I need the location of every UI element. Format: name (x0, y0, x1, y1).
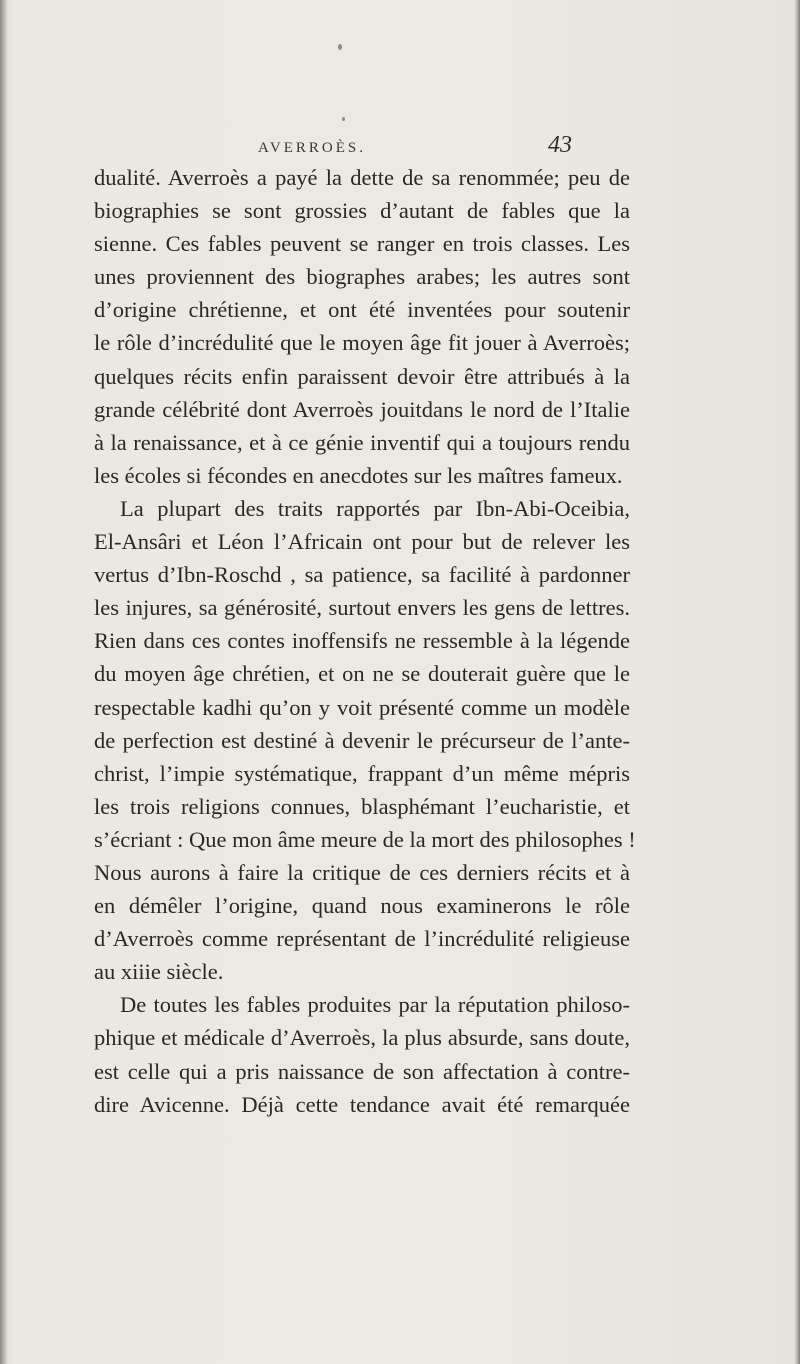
text-line: El-Ansâri et Léon l’Africain ont pour but de relever les (94, 529, 630, 555)
text-line: sienne. Ces fables peuvent se ranger en trois classes. Les (94, 231, 630, 257)
running-head: AVERROÈS. (258, 140, 366, 156)
text-line: Nous aurons à faire la critique de ces derniers récits et à (94, 859, 630, 885)
text-line: d’origine chrétienne, et ont été inventées pour soutenir (94, 297, 630, 323)
text-line: vertus d’Ibn-Roschd , sa patience, sa facilité à pardonner (94, 562, 630, 588)
body-text (94, 161, 636, 1121)
text-line: respectable kadhi qu’on y voit présenté comme un modèle (94, 694, 630, 720)
text-line: quelques récits enfin paraissent devoir être attribués à la (94, 363, 630, 389)
text-line: Rien dans ces contes inoffensifs ne ressemble à la légende (94, 628, 630, 654)
text-line: unes proviennent des biographes arabes; les autres sont (94, 264, 630, 290)
text-line: dualité. Averroès a payé la dette de sa renommée; peu de (94, 165, 630, 190)
text-line: est celle qui a pris naissance de son affectation à contre- (94, 1058, 630, 1084)
text-line: les écoles si fécondes en anecdotes sur les maîtres fameux. (94, 462, 623, 488)
text-line: les injures, sa générosité, surtout envers les gens de lettres. (94, 595, 630, 621)
text-line: le rôle d’incrédulité que le moyen âge fit jouer à Averroès; (94, 330, 630, 356)
text-line: du moyen âge chrétien, et on ne se douterait guère que le (94, 661, 630, 687)
text-line: en démêler l’origine, quand nous examinerons le rôle (94, 893, 630, 919)
text-line: grande célébrité dont Averroès jouitdans le nord de l’Italie (94, 396, 630, 422)
text-line: de perfection est destiné à devenir le précurseur de l’ante- (94, 727, 630, 753)
text-line: De toutes les fables produites par la réputation philoso- (120, 992, 630, 1018)
text-line: biographies se sont grossies d’autant de fables que la (94, 198, 630, 224)
text-line: christ, l’impie systématique, frappant d’un même mépris (94, 760, 630, 786)
text-line: d’Averroès comme représentant de l’incrédulité religieuse (94, 926, 630, 952)
ink-speck (342, 117, 345, 121)
text-line: La plupart des traits rapportés par Ibn-Abi-Oceibia, (120, 495, 630, 521)
text-line: à la renaissance, et à ce génie inventif qui a toujours rendu (94, 429, 630, 455)
text-line: phique et médicale d’Averroès, la plus absurde, sans doute, (94, 1025, 630, 1051)
page-right-edge (794, 0, 800, 1364)
text-line: les trois religions connues, blasphémant l’eucharistie, et (94, 793, 630, 819)
text-line: s’écriant : Que mon âme meure de la mort des philosophes ! (94, 826, 636, 852)
ink-speck (338, 44, 342, 50)
text-line: au xiiie siècle. (94, 959, 224, 985)
page-left-edge (0, 0, 8, 1364)
page-number: 43 (548, 132, 572, 158)
text-line: dire Avicenne. Déjà cette tendance avait été remarquée (94, 1091, 630, 1117)
